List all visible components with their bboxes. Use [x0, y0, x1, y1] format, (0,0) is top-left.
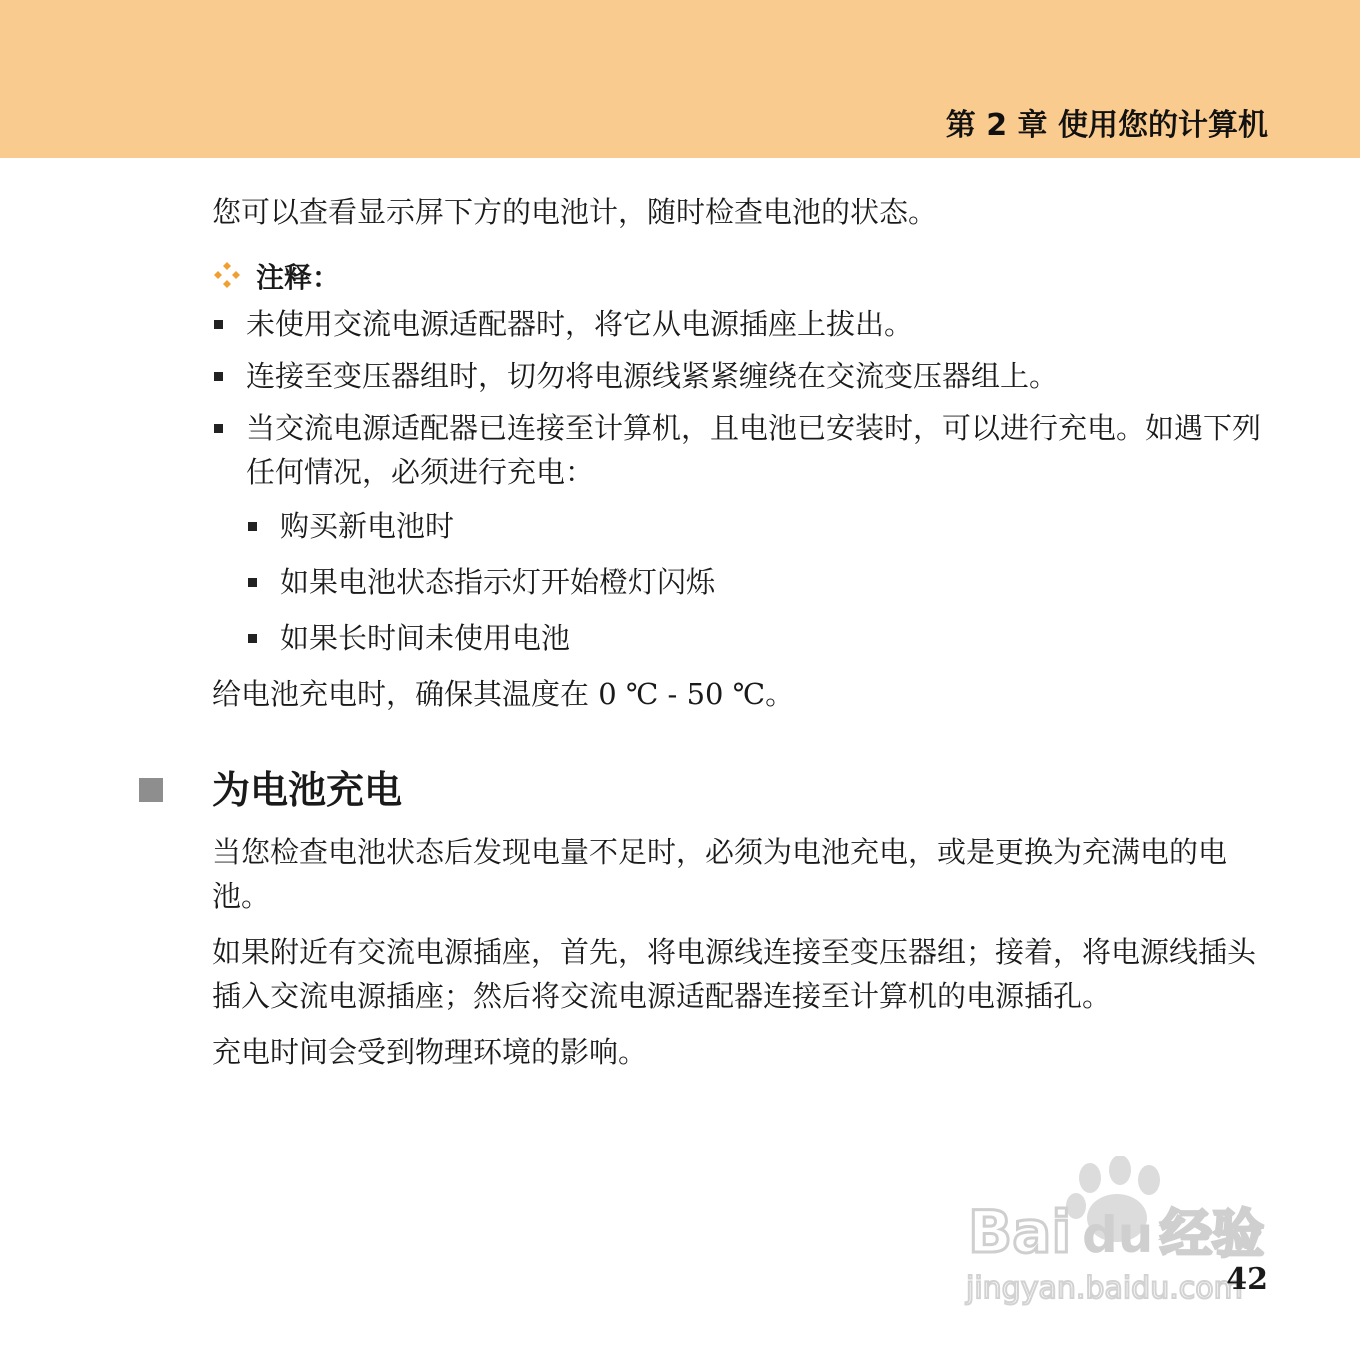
temperature-paragraph: 给电池充电时，确保其温度在 0 ℃ - 50 ℃。 [212, 677, 795, 711]
section-square-icon [139, 778, 163, 802]
watermark-brand: Bai [968, 1198, 1072, 1266]
bullet-square-icon [214, 424, 223, 433]
note-item-text: 当交流电源适配器已连接至计算机，且电池已安装时，可以进行充电。如遇下列任何情况，必须进行充电： [246, 411, 1262, 489]
note-heading-label: 注释： [256, 261, 341, 294]
section-title: 为电池充电 [212, 768, 403, 812]
note-item-text: 连接至变压器组时，切勿将电源线紧紧缠绕在交流变压器组上。 [246, 359, 1059, 393]
note-item [212, 354, 1270, 398]
diamond-note-icon [212, 260, 242, 290]
condition-item-text: 购买新电池时 [280, 509, 455, 543]
bullet-square-icon [248, 578, 257, 587]
watermark-brand-suffix: du [1082, 1206, 1154, 1264]
condition-item [246, 616, 1270, 660]
section-body [212, 830, 1270, 1074]
note-item [212, 302, 1270, 346]
section-paragraph: 当您检查电池状态后发现电量不足时，必须为电池充电，或是更换为充满电的电池。 [212, 835, 1228, 913]
condition-item-text: 如果电池状态指示灯开始橙灯闪烁 [280, 565, 716, 599]
section-paragraph: 充电时间会受到物理环境的影响。 [212, 1035, 648, 1069]
condition-item-text: 如果长时间未使用电池 [280, 621, 571, 655]
bullet-square-icon [214, 372, 223, 381]
bullet-square-icon [214, 320, 223, 329]
section-paragraph: 如果附近有交流电源插座，首先，将电源线连接至变压器组；接着，将电源线插头插入交流电源插座；然后将交流电源适配器连接至计算机的电源插孔。 [212, 935, 1257, 1013]
note-item-text: 未使用交流电源适配器时，将它从电源插座上拔出。 [246, 307, 914, 341]
watermark-label: 经验 [1160, 1205, 1265, 1265]
bullet-square-icon [248, 522, 257, 531]
note-item [212, 406, 1270, 660]
chapter-title: 第 2 章 使用您的计算机 [945, 108, 1268, 143]
page-content [212, 190, 1270, 1086]
note-heading [212, 256, 1270, 300]
condition-item [246, 504, 1270, 548]
watermark-url: jingyan.baidu.com [966, 1271, 1243, 1306]
note-list [212, 302, 1270, 660]
charging-conditions-list [246, 504, 1270, 660]
chapter-header-band [0, 0, 1360, 158]
condition-item [246, 560, 1270, 604]
intro-paragraph: 您可以查看显示屏下方的电池计，随时检查电池的状态。 [212, 195, 938, 229]
page-number: 42 [1226, 1262, 1268, 1297]
bullet-square-icon [248, 634, 257, 643]
section-heading [212, 766, 1270, 814]
